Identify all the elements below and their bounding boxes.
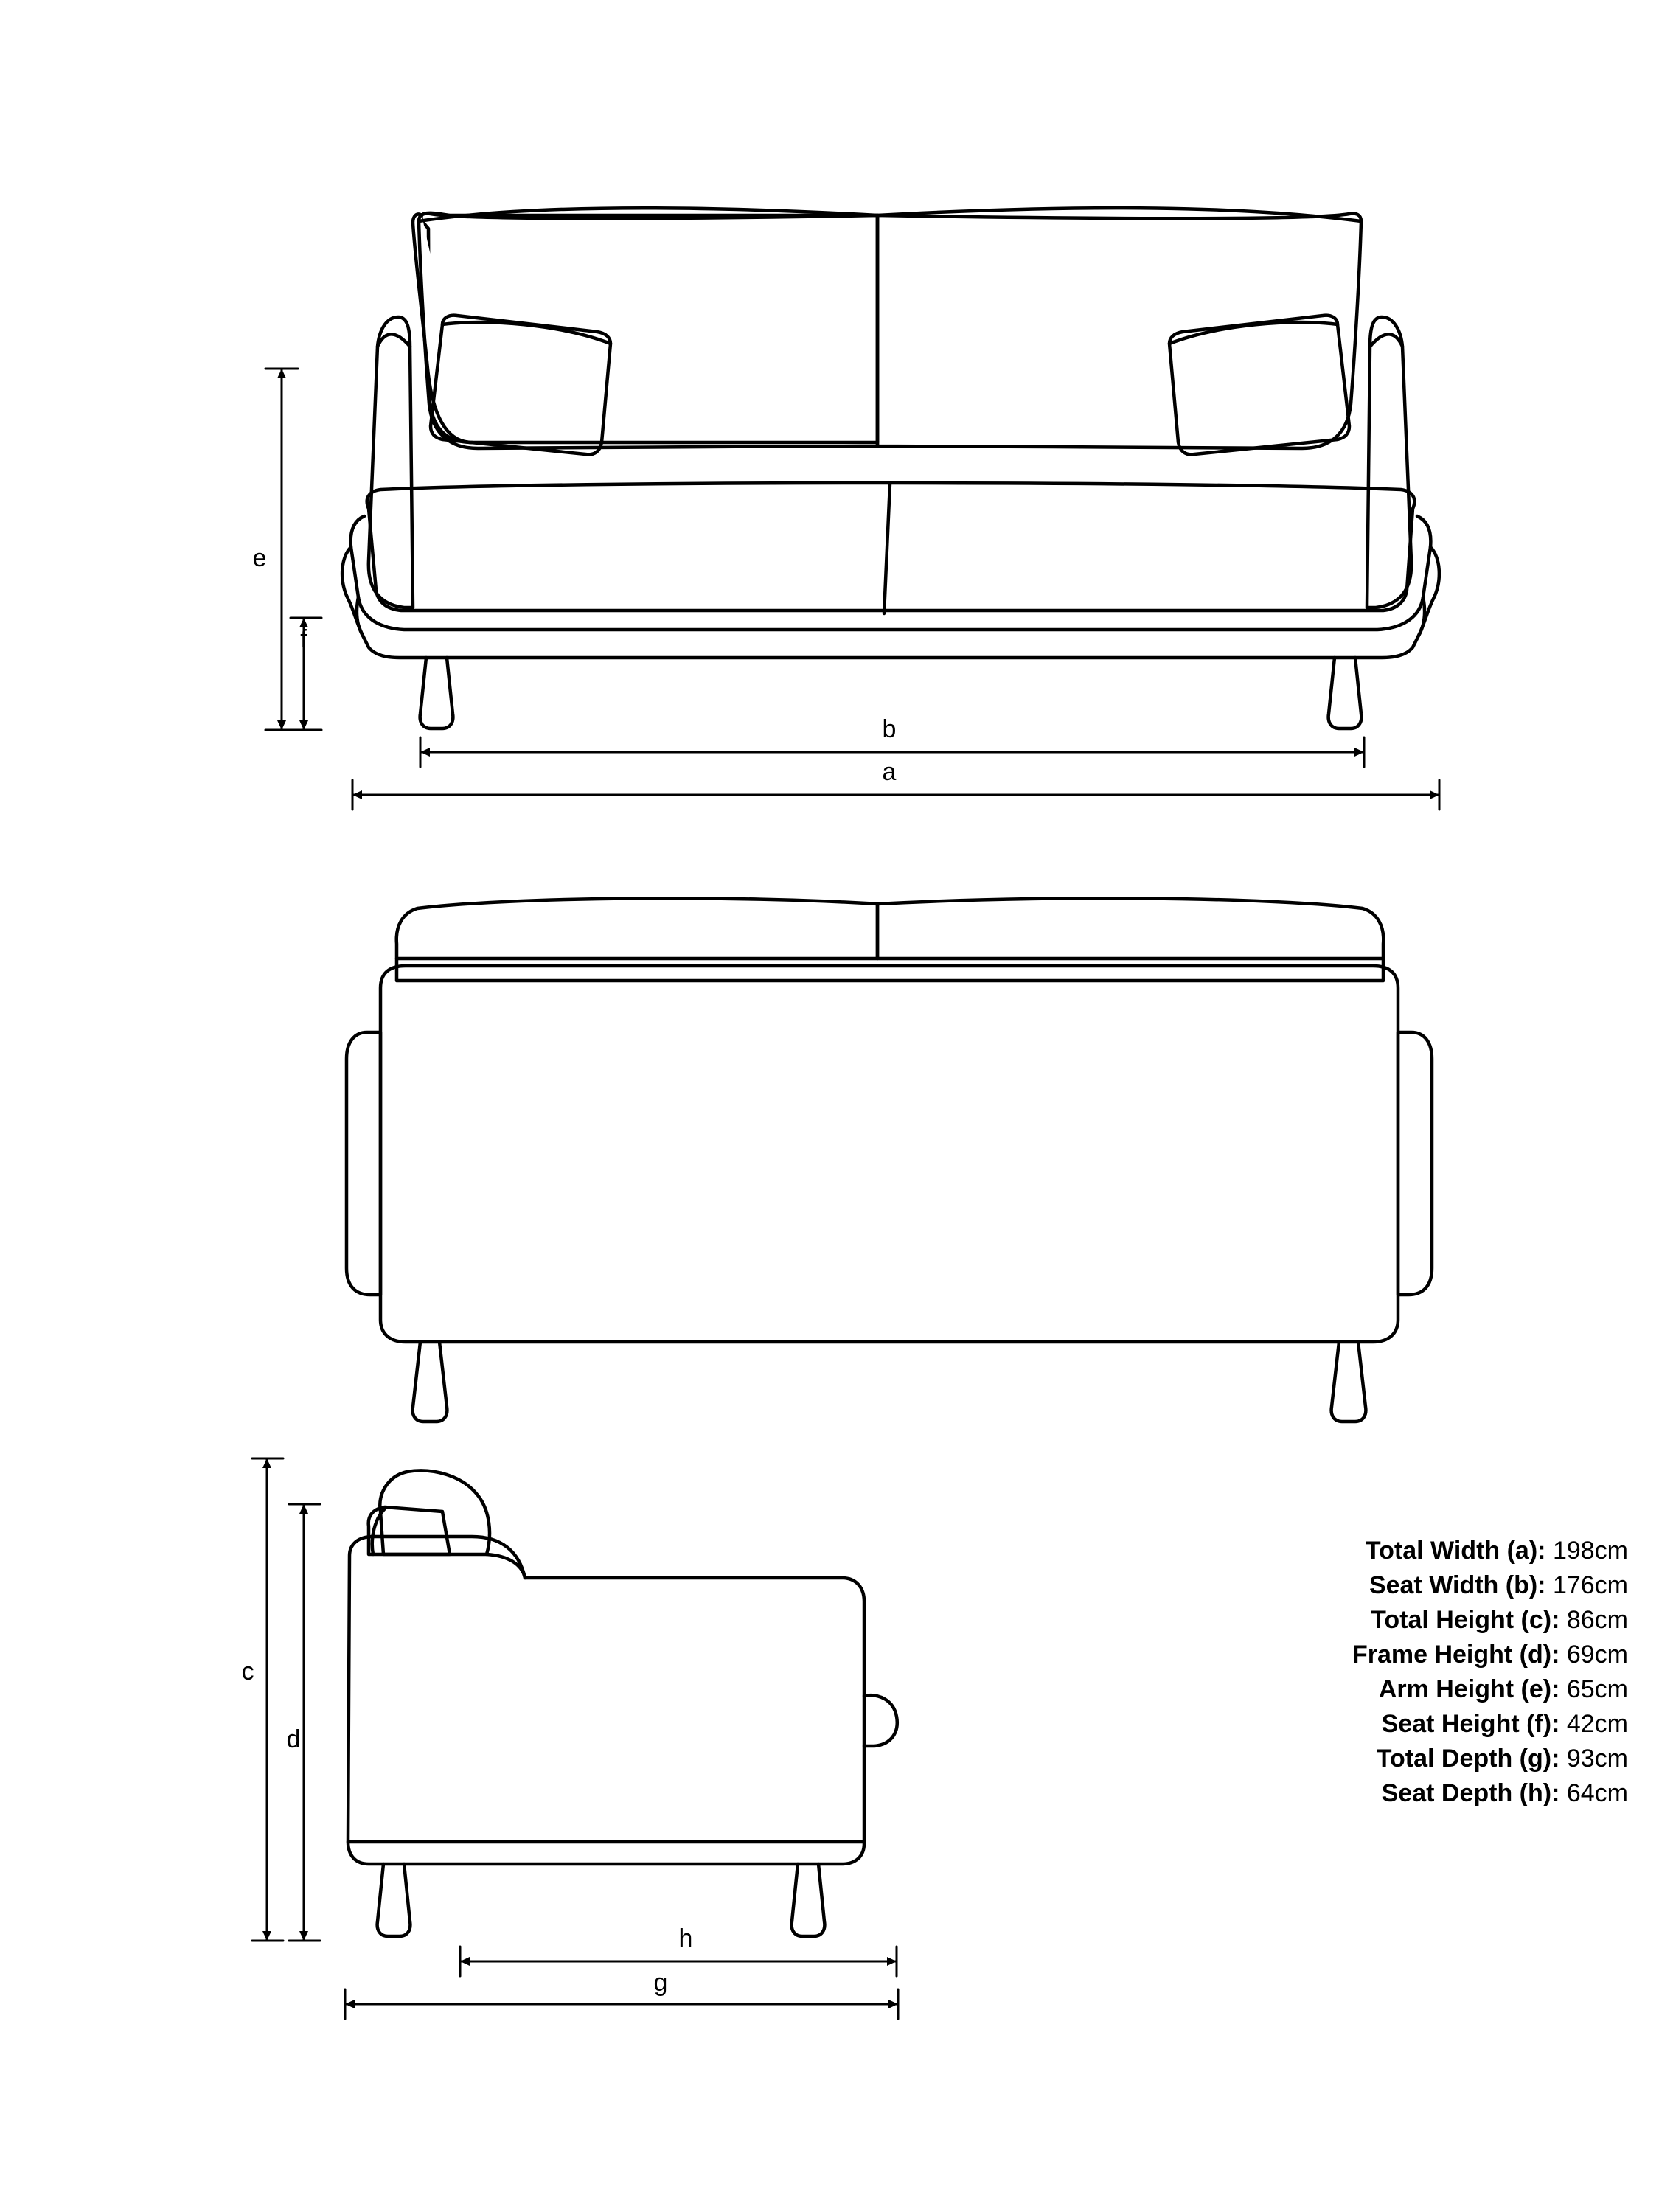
spec-label-seat-width: Seat Width (b):: [1368, 1571, 1546, 1599]
dim-label-f: f: [300, 625, 307, 653]
spec-label-total-height: Total Height (c):: [1371, 1606, 1560, 1634]
spec-row-seat-width: [1068, 1568, 1628, 1603]
spec-value-arm-height: 65cm: [1566, 1675, 1628, 1703]
spec-label-seat-height: Seat Height (f):: [1381, 1710, 1560, 1738]
spec-row-seat-height: [1068, 1707, 1628, 1742]
dim-label-a: a: [882, 758, 897, 786]
spec-label-total-width: Total Width (a):: [1365, 1537, 1546, 1565]
spec-label-total-depth: Total Depth (g):: [1376, 1745, 1560, 1773]
spec-value-seat-height: 42cm: [1566, 1710, 1628, 1738]
spec-label-arm-height: Arm Height (e):: [1378, 1675, 1560, 1703]
spec-row-seat-depth: [1068, 1776, 1628, 1811]
spec-value-frame-height: 69cm: [1566, 1641, 1628, 1669]
spec-value-total-height: 86cm: [1566, 1606, 1628, 1634]
spec-value-total-depth: 93cm: [1566, 1745, 1628, 1773]
spec-row-total-height: [1068, 1603, 1628, 1638]
front-view-sofa: [342, 208, 1439, 728]
spec-value-total-width: 198cm: [1552, 1537, 1628, 1565]
spec-row-arm-height: [1068, 1672, 1628, 1707]
specifications-list: [1068, 1534, 1628, 1811]
side-view-sofa: [348, 1470, 897, 1936]
dim-label-c: c: [241, 1658, 254, 1686]
spec-value-seat-width: 176cm: [1552, 1571, 1628, 1599]
dim-label-b: b: [882, 715, 897, 743]
dim-label-d: d: [286, 1725, 301, 1753]
dim-label-e: e: [252, 544, 267, 572]
dim-label-h: h: [678, 1924, 693, 1952]
spec-row-total-depth: [1068, 1742, 1628, 1776]
dim-label-g: g: [653, 1969, 668, 1997]
spec-row-total-width: [1068, 1534, 1628, 1568]
spec-label-frame-height: Frame Height (d):: [1352, 1641, 1560, 1669]
back-view-sofa: [347, 898, 1432, 1422]
spec-row-frame-height: [1068, 1638, 1628, 1672]
spec-value-seat-depth: 64cm: [1566, 1779, 1628, 1807]
spec-label-seat-depth: Seat Depth (h):: [1381, 1779, 1560, 1807]
